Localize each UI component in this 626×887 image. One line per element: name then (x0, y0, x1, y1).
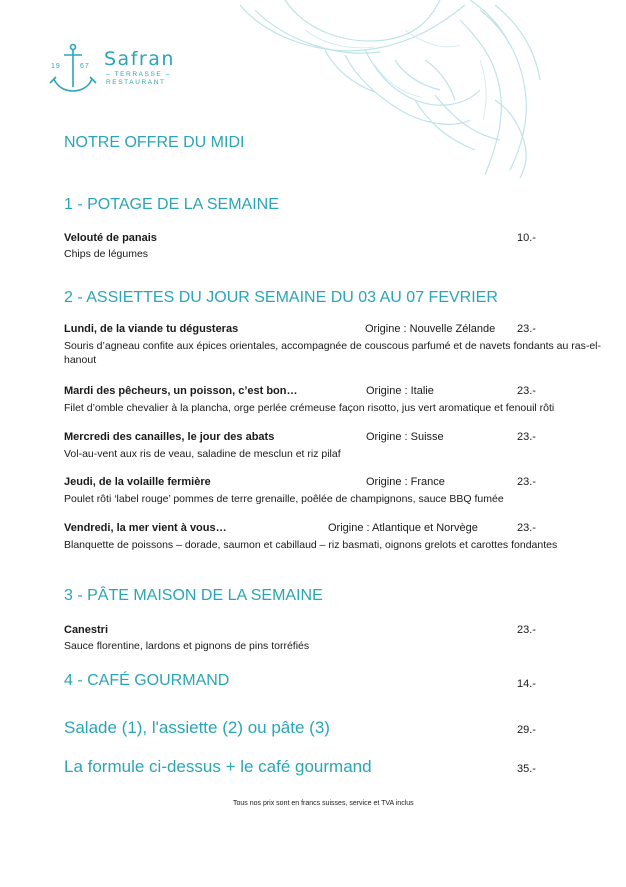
desc-friday: Blanquette de poissons – dorade, saumon et cabillaud – riz basmati, oignons grelots et carottes fondantes (64, 539, 558, 551)
section1-price: 10.- (517, 232, 536, 244)
section3-desc: Sauce florentine, lardons et pignons de pins torréfiés (64, 640, 310, 652)
origin-thursday: Origine : France (366, 476, 445, 488)
brand-line2: RESTAURANT (106, 79, 166, 86)
price-monday: 23.- (517, 323, 536, 335)
section3-dish: Canestri (64, 624, 109, 636)
section3-price: 23.- (517, 624, 536, 636)
price-wednesday: 23.- (517, 431, 536, 443)
origin-wednesday: Origine : Suisse (366, 431, 444, 443)
dish-tuesday: Mardi des pêcheurs, un poisson, c’est bon… (64, 385, 298, 397)
price-friday: 23.- (517, 522, 536, 534)
combo2-label: La formule ci-dessus + le café gourmand (64, 757, 372, 776)
section4-price: 14.- (517, 678, 536, 690)
brand-line-terrasse: – TERRASSE – (106, 71, 171, 78)
origin-friday: Origine : Atlantique et Norvège (328, 522, 478, 534)
page-title: NOTRE OFFRE DU MIDI (64, 134, 245, 151)
price-thursday: 23.- (517, 476, 536, 488)
dish-thursday: Jeudi, de la volaille fermière (64, 476, 211, 488)
restaurant-logo (44, 43, 194, 95)
desc-wednesday: Vol-au-vent aux ris de veau, saladine de mesclun et riz pilaf (64, 448, 341, 460)
section2-heading: 2 - ASSIETTES DU JOUR SEMAINE DU 03 AU 07 FEVRIER (64, 289, 498, 306)
year-right: 67 (80, 63, 90, 70)
price-tuesday: 23.- (517, 385, 536, 397)
dish-monday: Lundi, de la viande tu dégusteras (64, 323, 239, 335)
section3-heading: 3 - PÂTE MAISON DE LA SEMAINE (64, 587, 323, 604)
section4-heading: 4 - CAFÉ GOURMAND (64, 672, 230, 689)
desc-monday: Souris d’agneau confite aux épices orientales, accompagnée de couscous parfumé et de navets fondants au ras-el-hanout (64, 340, 601, 366)
year-left: 19 (51, 63, 61, 70)
combo1-label: Salade (1), l'assiette (2) ou pâte (3) (64, 718, 330, 737)
section1-dish: Velouté de panais (64, 232, 157, 244)
combo2-price: 35.- (517, 763, 536, 775)
footer-note: Tous nos prix sont en francs suisses, service et TVA inclus (233, 800, 414, 807)
brand-line1: TERRASSE (114, 71, 163, 78)
dish-wednesday: Mercredi des canailles, le jour des abats (64, 431, 275, 443)
desc-tuesday: Filet d’omble chevalier à la plancha, orge perlée crémeuse façon risotto, jus vert aromatique et fenouil rôti (64, 402, 555, 414)
origin-tuesday: Origine : Italie (366, 385, 434, 397)
jellyfish-illustration (225, 0, 555, 180)
dish-friday: Vendredi, la mer vient à vous… (64, 522, 227, 534)
desc-thursday: Poulet rôti ‘label rouge’ pommes de terre grenaille, poêlée de champignons, sauce BBQ fumée (64, 493, 504, 505)
origin-monday: Origine : Nouvelle Zélande (365, 323, 496, 335)
section1-desc: Chips de légumes (64, 248, 149, 260)
combo1-price: 29.- (517, 724, 536, 736)
section1-heading: 1 - POTAGE DE LA SEMAINE (64, 196, 279, 213)
brand-name: Safran (104, 48, 175, 70)
